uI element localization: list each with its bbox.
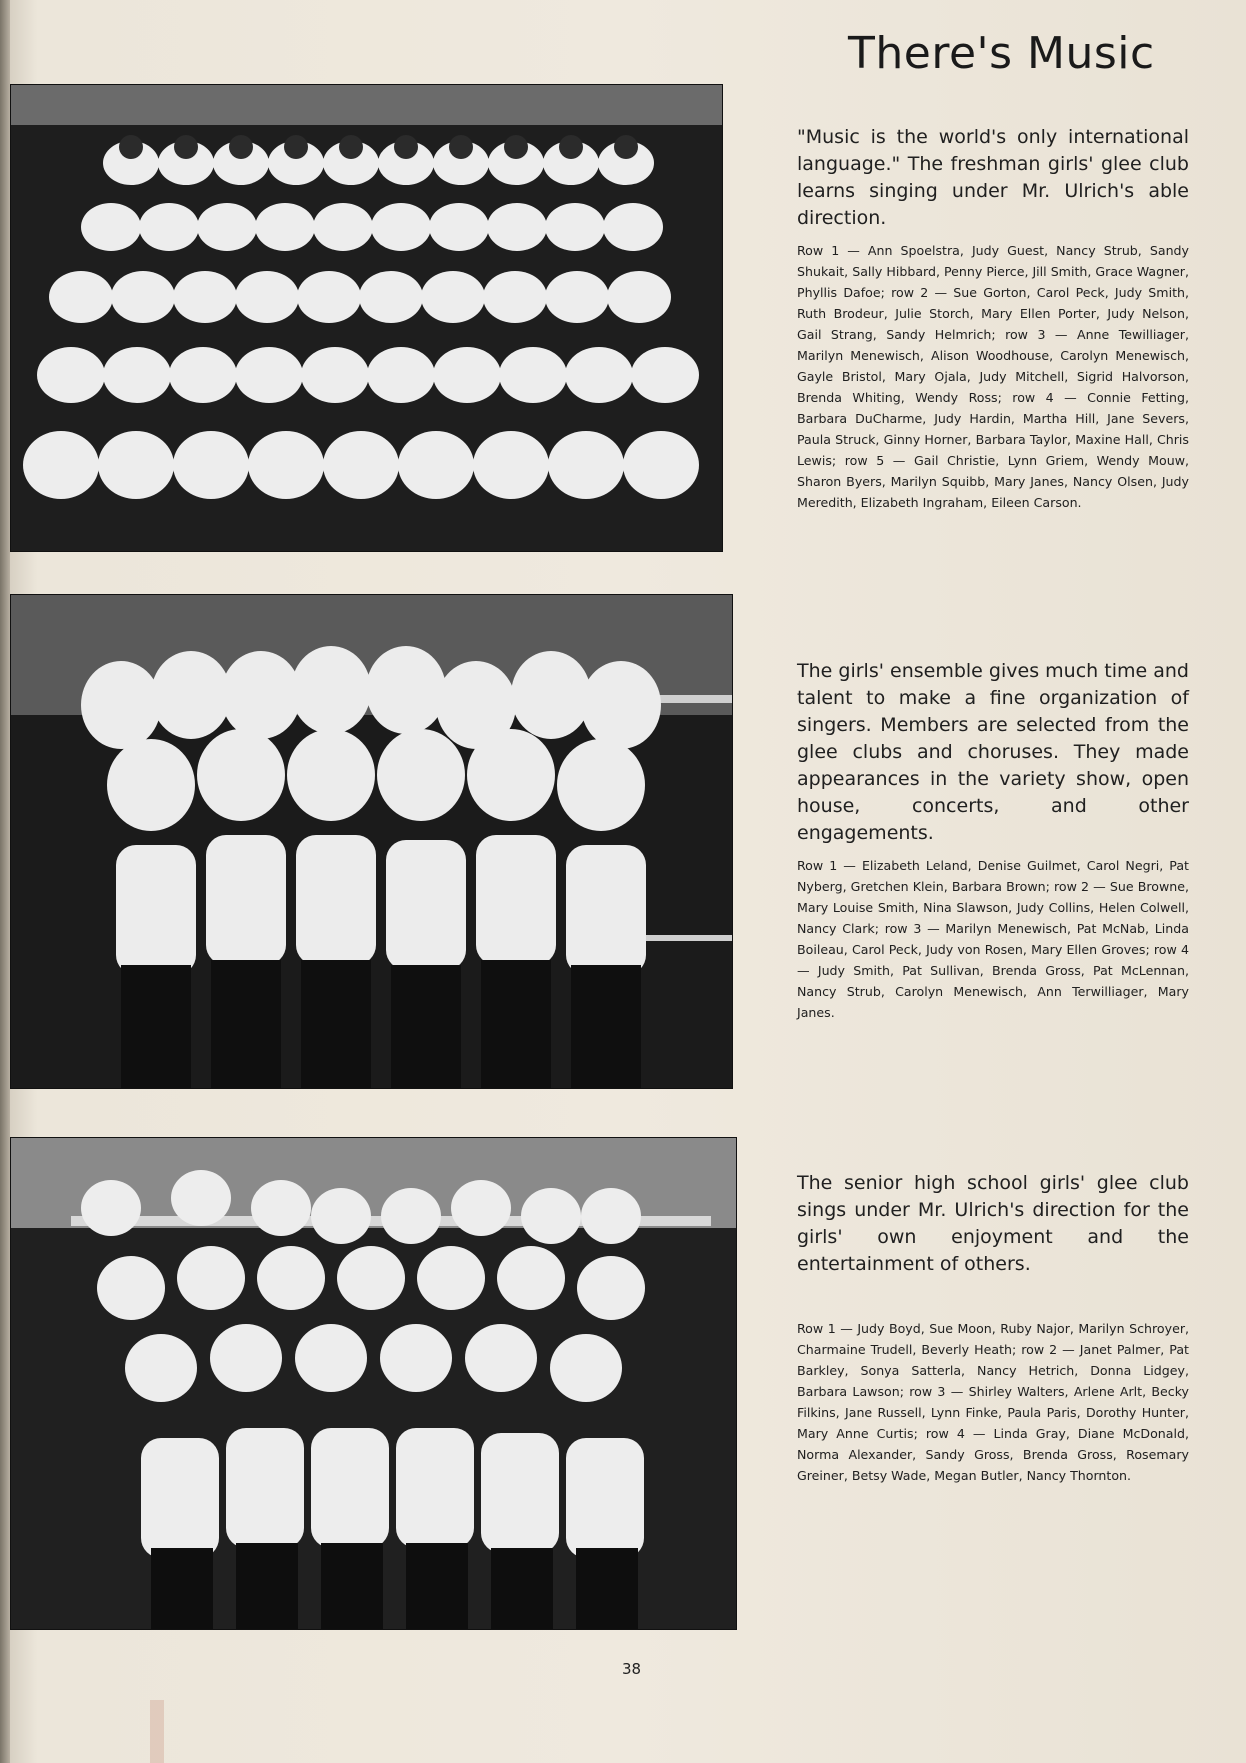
girls-ensemble-caption [797, 658, 1189, 1023]
freshman-glee-club-photo [10, 84, 723, 552]
page-binding-edge [0, 0, 10, 1763]
group-photo-illustration [11, 1138, 736, 1629]
senior-glee-club-caption [797, 1170, 1189, 1486]
caption-roster: Row 1 — Elizabeth Leland, Denise Guilmet, Carol Negri, Pat Nyberg, Gretchen Klein, Barbara Brown; row 2 — Sue Browne, Mary Louise Smith, Nina Slawson, Judy Collins, Helen Colwell, Nancy Clark; row 3 — Marilyn Menewisch, Pat McNab, Linda Boileau, Carol Peck, Judy von Rosen, Mary Ellen Groves; row 4 — Judy Smith, Pat Sullivan, Brenda Gross, Pat McLennan, Nancy Strub, Carolyn Menewisch, Ann Terwilliager, Mary Janes. [797, 858, 1189, 1020]
girls-ensemble-photo [10, 594, 733, 1089]
caption-lead: The girls' ensemble gives much time and talent to make a fine organization of singers. Members are selected from the glee clubs and choruses. They made appearances in the variety show, open house, concerts, and other engagements. [797, 660, 1189, 844]
page-stain [150, 1700, 164, 1763]
caption-lead: The senior high school girls' glee club sings under Mr. Ulrich's direction for the girls' own enjoyment and the entertainment of others. [797, 1172, 1189, 1275]
caption-roster: Row 1 — Ann Spoelstra, Judy Guest, Nancy Strub, Sandy Shukait, Sally Hibbard, Penny Pierce, Jill Smith, Grace Wagner, Phyllis Dafoe; row 2 — Sue Gorton, Carol Peck, Judy Smith, Ruth Brodeur, Julie Storch, Mary Ellen Porter, Judy Nelson, Gail Strang, Sandy Helmrich; row 3 — Anne Tewilliager, Marilyn Menewisch, Alison Woodhouse, Carolyn Menewisch, Gayle Bristol, Mary Ojala, Judy Mitchell, Sigrid Halvorson, Brenda Whiting, Wendy Ross; row 4 — Connie Fetting, Barbara DuCharme, Judy Hardin, Martha Hill, Jane Severs, Paula Struck, Ginny Horner, Barbara Taylor, Maxine Hall, Chris Lewis; row 5 — Gail Christie, Lynn Griem, Wendy Mouw, Sharon Byers, Marilyn Squibb, Mary Janes, Nancy Olsen, Judy Meredith, Elizabeth Ingraham, Eileen Carson. [797, 243, 1189, 510]
freshman-glee-club-caption [797, 124, 1189, 513]
page-heading: There's Music [848, 28, 1155, 79]
page-number: 38 [622, 1660, 642, 1678]
senior-glee-club-photo [10, 1137, 737, 1630]
caption-lead: "Music is the world's only international language." The freshman girls' glee club learns singing under Mr. Ulrich's able direction. [797, 126, 1189, 229]
group-photo-illustration [11, 85, 722, 551]
caption-roster: Row 1 — Judy Boyd, Sue Moon, Ruby Najor, Marilyn Schroyer, Charmaine Trudell, Beverly Heath; row 2 — Janet Palmer, Pat Barkley, Sonya Satterla, Nancy Hetrich, Donna Lidgey, Barbara Lawson; row 3 — Shirley Walters, Arlene Arlt, Becky Filkins, Jane Russell, Lynn Finke, Paula Paris, Dorothy Hunter, Mary Anne Curtis; row 4 — Linda Gray, Diane McDonald, Norma Alexander, Sandy Gross, Brenda Gross, Rosemary Greiner, Betsy Wade, Megan Butler, Nancy Thornton. [797, 1321, 1189, 1483]
group-photo-illustration [11, 595, 732, 1088]
